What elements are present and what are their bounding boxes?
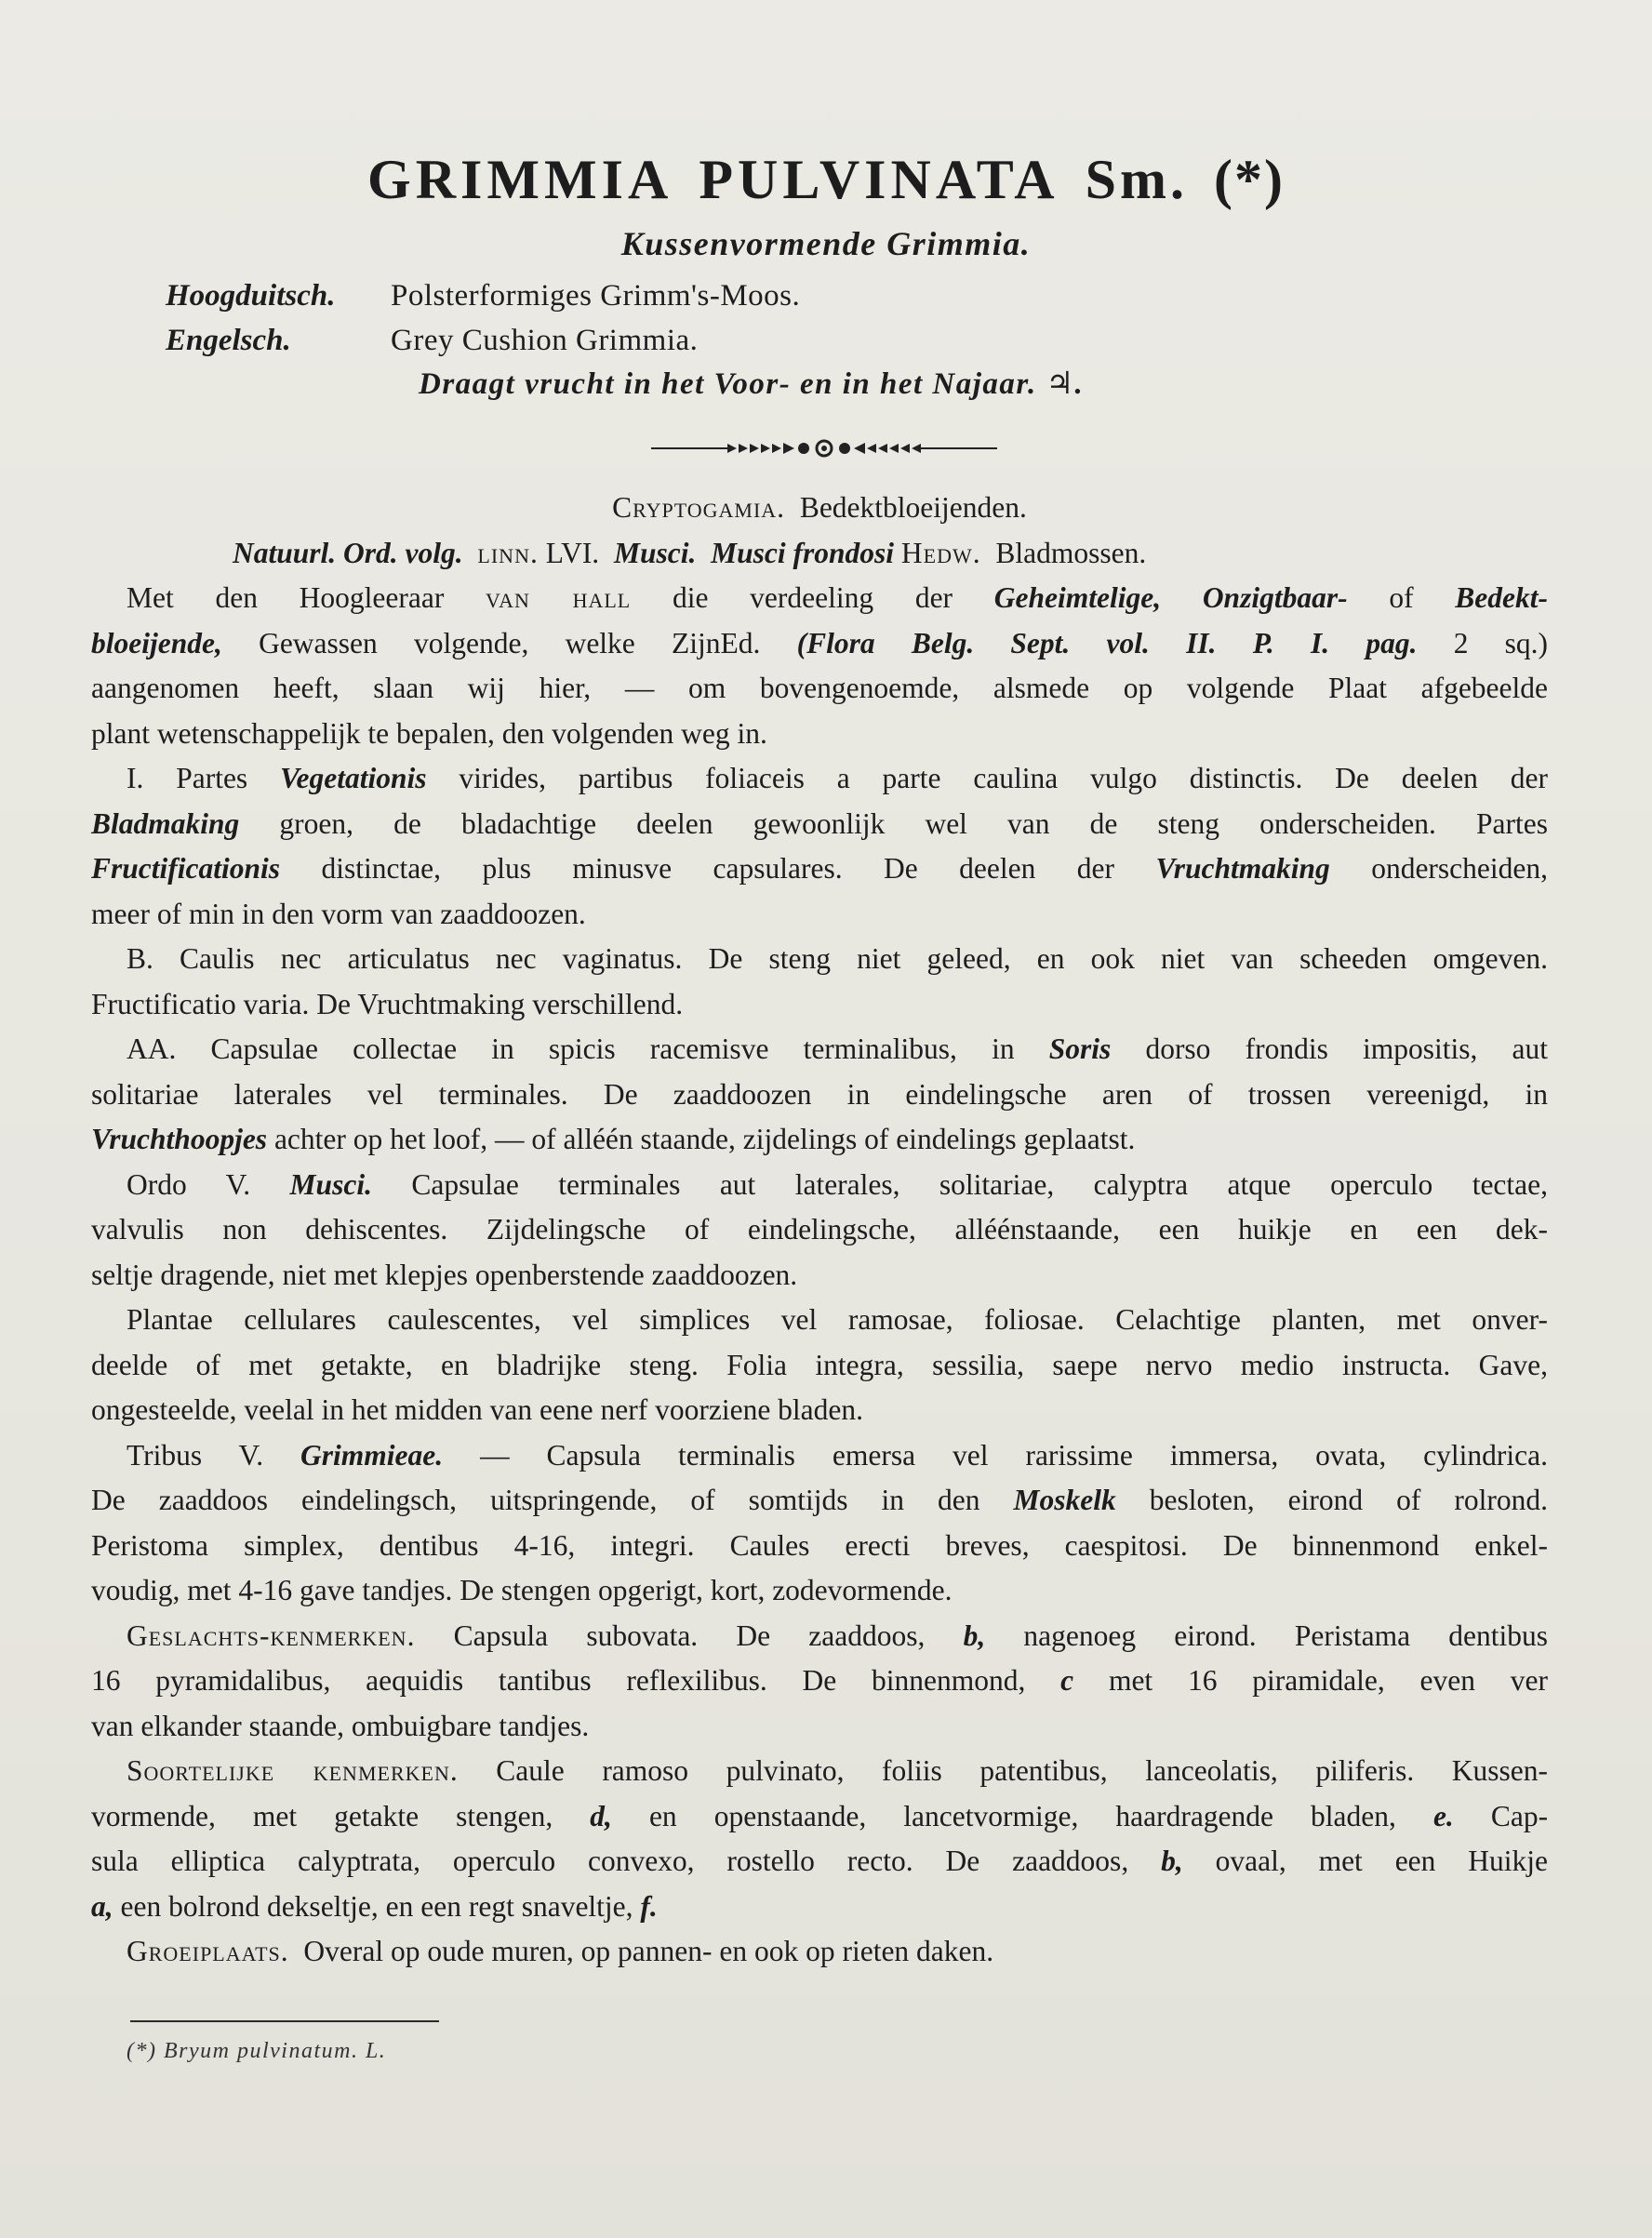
- part-i-line-1: [91, 756, 1548, 802]
- text-span: Capsula subovata. De zaaddoos,: [453, 1619, 926, 1652]
- tribus-line-2: [91, 1478, 1548, 1524]
- dutch-name: Kussenvormende Grimmia.: [620, 225, 1032, 262]
- soortelijke-line-3: [91, 1839, 1548, 1885]
- soortelijke-line-2: [91, 1794, 1548, 1840]
- text-span: of: [1389, 581, 1414, 614]
- footnote: (*) Bryum pulvinatum. L.: [127, 2039, 387, 2063]
- text-span: f.: [640, 1889, 658, 1923]
- text-span: Musci.: [613, 536, 697, 569]
- part-aa-line-2: solitariae laterales vel terminales. De zaaddoozen in eindelingsche aren of trossen vereenigd, in: [91, 1077, 1548, 1111]
- text-span: c: [1060, 1664, 1074, 1697]
- main-text: [91, 486, 1548, 1975]
- text-span: Natuurl. Ord. volg.: [233, 536, 463, 569]
- part-b-line-2: Fructificatio varia. De Vruchtmaking verschillend.: [91, 987, 684, 1020]
- text-span: e.: [1432, 1799, 1454, 1832]
- title-footnote-mark: (*): [1213, 149, 1285, 210]
- intro-line-1: [91, 576, 1548, 621]
- plantae-line-3: ongesteelde, veelal in het midden van eene nerf voorziene bladen.: [91, 1393, 864, 1426]
- natural-order-line: [91, 531, 1548, 577]
- text-span: Vruchtmaking: [1155, 852, 1330, 885]
- ordo-line-2: valvulis non dehiscentes. Zijdelingsche of eindelingsche, alléénstaande, een huikje en een dek-: [91, 1213, 1548, 1246]
- text-span: Overal op oude muren, op pannen- en ook op rieten daken.: [303, 1935, 994, 1967]
- cryptogamia-text: Bedektbloeijenden.: [799, 491, 1027, 524]
- part-i-line-2: [91, 802, 1548, 847]
- text-span: Geslachts-kenmerken.: [127, 1619, 416, 1652]
- text-span: Musci frondosi: [711, 536, 895, 569]
- tribus-line-1: [91, 1433, 1548, 1479]
- text-span: De zaaddoos eindelingsch, uitspringende, of somtijds in den: [91, 1484, 980, 1516]
- footnote-rule: [130, 2020, 439, 2022]
- intro-line-2: [91, 621, 1548, 667]
- text-span: (Flora Belg. Sept. vol. II. P. I. pag.: [796, 626, 1418, 659]
- text-span: — Capsula terminalis emersa vel rarissime immersa, ovata, cylindrica.: [480, 1438, 1548, 1472]
- part-aa-line-1: [91, 1027, 1548, 1072]
- groeiplaats-line: [91, 1929, 1548, 1975]
- text-span: Cap-: [1490, 1799, 1549, 1832]
- text-span: Soris: [1048, 1032, 1112, 1065]
- text-span: AA. Capsulae collectae in spicis racemisve terminalibus, in: [127, 1032, 1015, 1065]
- text-span: bloeijende,: [91, 626, 222, 659]
- intro-line-3: aangenomen heeft, slaan wij hier, — om bovengenoemde, alsmede op volgende Plaat afgebeelde: [91, 672, 1548, 704]
- text-span: Soortelijke kenmerken.: [127, 1754, 459, 1787]
- text-span: b,: [1161, 1845, 1183, 1877]
- text-span: Bladmossen.: [995, 536, 1147, 569]
- vernacular-lang: Engelsch.: [166, 324, 291, 357]
- vernacular-name: Polsterformiges Grimm's-Moos.: [391, 279, 801, 313]
- title-author: Sm.: [1085, 149, 1188, 210]
- text-span: Ordo V.: [127, 1167, 251, 1201]
- page-title: [0, 147, 1652, 212]
- text-span: achter op het loof, — of alléén staande, zijdelings of eindelings geplaatst.: [273, 1123, 1136, 1155]
- text-span: vormende, met getakte stengen,: [91, 1799, 553, 1832]
- text-span: LVI.: [545, 536, 600, 569]
- text-span: besloten, eirond of rolrond.: [1149, 1484, 1549, 1516]
- vernacular-lang: Hoogduitsch.: [166, 279, 336, 313]
- text-span: I. Partes: [127, 762, 248, 794]
- text-span: 2 sq.): [1453, 626, 1549, 659]
- part-i-line-3: [91, 846, 1548, 892]
- text-span: Caule ramoso pulvinato, foliis patentibus, lanceolatis, piliferis. Kussen-: [496, 1754, 1549, 1787]
- text-span: Tribus V.: [127, 1438, 264, 1472]
- text-span: een bolrond dekseltje, en een regt snaveltje,: [120, 1889, 633, 1923]
- geslachts-line-1: [91, 1614, 1548, 1659]
- text-span: groen, de bladachtige deelen gewoonlijk wel van de steng onderscheiden. Partes: [279, 806, 1549, 840]
- plantae-line-2: deelde of met getakte, en bladrijke steng. Folia integra, sessilia, saepe nervo medio instructa. Gave,: [91, 1348, 1548, 1381]
- text-span: van hall: [486, 581, 632, 614]
- cryptogamia-line: [91, 486, 1548, 531]
- fruiting-season: Draagt vrucht in het Voor- en in het Najaar. ♃.: [419, 367, 1085, 401]
- text-span: Onzigtbaar-: [1202, 581, 1348, 614]
- text-span: distinctae, plus minusve capsulares. De deelen der: [321, 852, 1115, 885]
- soortelijke-line-1: [91, 1749, 1548, 1794]
- text-span: Moskelk: [1013, 1484, 1116, 1516]
- tribus-line-3: Peristoma simplex, dentibus 4-16, integri. Caules erecti breves, caespitosi. De binnenmond enkel-: [91, 1528, 1548, 1562]
- text-span: Met den Hoogleeraar: [127, 581, 445, 614]
- text-span: onderscheiden,: [1371, 852, 1548, 885]
- part-aa-line-3: [91, 1117, 1548, 1163]
- intro-line-4: plant wetenschappelijk te bepalen, den volgenden weg in.: [91, 716, 767, 750]
- geslachts-line-3: van elkander staande, ombuigbare tandjes.: [91, 1709, 590, 1742]
- text-span: Bedekt-: [1455, 581, 1548, 614]
- text-span: Fructificationis: [91, 852, 281, 885]
- text-span: 16 pyramidalibus, aequidis tantibus reflexilibus. De binnenmond,: [91, 1664, 1026, 1697]
- text-span: ovaal, met een Huikje: [1215, 1845, 1549, 1877]
- text-span: sula elliptica calyptrata, operculo convexo, rostello recto. De zaaddoos,: [91, 1845, 1129, 1877]
- vernacular-name: Grey Cushion Grimmia.: [391, 324, 699, 357]
- text-span: Vegetationis: [280, 762, 427, 794]
- text-span: Vruchthoopjes: [91, 1123, 268, 1155]
- text-span: Geheimtelige,: [993, 581, 1162, 614]
- title-genus: GRIMMIA: [367, 149, 673, 210]
- text-span: Gewassen volgende, welke ZijnEd.: [259, 626, 761, 659]
- part-i-line-4: meer of min in den vorm van zaaddoozen.: [91, 897, 586, 930]
- text-span: Bladmaking: [91, 806, 240, 840]
- text-span: Grimmieae.: [300, 1438, 444, 1472]
- text-span: virides, partibus foliaceis a parte caulina vulgo distinctis. De deelen der: [459, 762, 1548, 794]
- text-span: b,: [963, 1619, 986, 1652]
- text-span: die verdeeling der: [672, 581, 953, 614]
- ordo-line-1: [91, 1163, 1548, 1208]
- soortelijke-line-4: [91, 1885, 1548, 1930]
- ornamental-divider: [651, 437, 997, 460]
- vernacular-english: [166, 322, 698, 359]
- text-span: a,: [91, 1889, 113, 1923]
- title-species: PULVINATA: [699, 149, 1059, 210]
- text-span: en openstaande, lancetvormige, haardragende bladen,: [648, 1799, 1396, 1832]
- text-span: nagenoeg eirond. Peristama dentibus: [1023, 1619, 1549, 1652]
- text-span: d,: [590, 1799, 612, 1832]
- cryptogamia-label: Cryptogamia.: [612, 491, 786, 524]
- vernacular-german: [166, 277, 800, 314]
- part-b-line-1: B. Caulis nec articulatus nec vaginatus. De steng niet geleed, en ook niet van scheeden omgeven.: [127, 942, 1548, 975]
- geslachts-line-2: [91, 1659, 1548, 1704]
- text-span: Capsulae terminales aut laterales, solitariae, calyptra atque operculo tectae,: [411, 1167, 1549, 1201]
- text-span: Musci.: [289, 1167, 372, 1201]
- ordo-line-3: seltje dragende, niet met klepjes openberstende zaaddoozen.: [91, 1258, 798, 1291]
- plantae-line-1: Plantae cellulares caulescentes, vel simplices vel ramosae, foliosae. Celachtige planten, met onver-: [127, 1303, 1548, 1336]
- text-span: linn.: [477, 536, 539, 569]
- text-span: met 16 piramidale, even ver: [1108, 1664, 1549, 1697]
- tribus-line-4: voudig, met 4-16 gave tandjes. De stengen opgerigt, kort, zodevormende.: [91, 1574, 953, 1606]
- text-span: Groeiplaats.: [127, 1935, 289, 1967]
- text-span: Hedw.: [900, 536, 981, 569]
- text-span: dorso frondis impositis, aut: [1145, 1032, 1549, 1065]
